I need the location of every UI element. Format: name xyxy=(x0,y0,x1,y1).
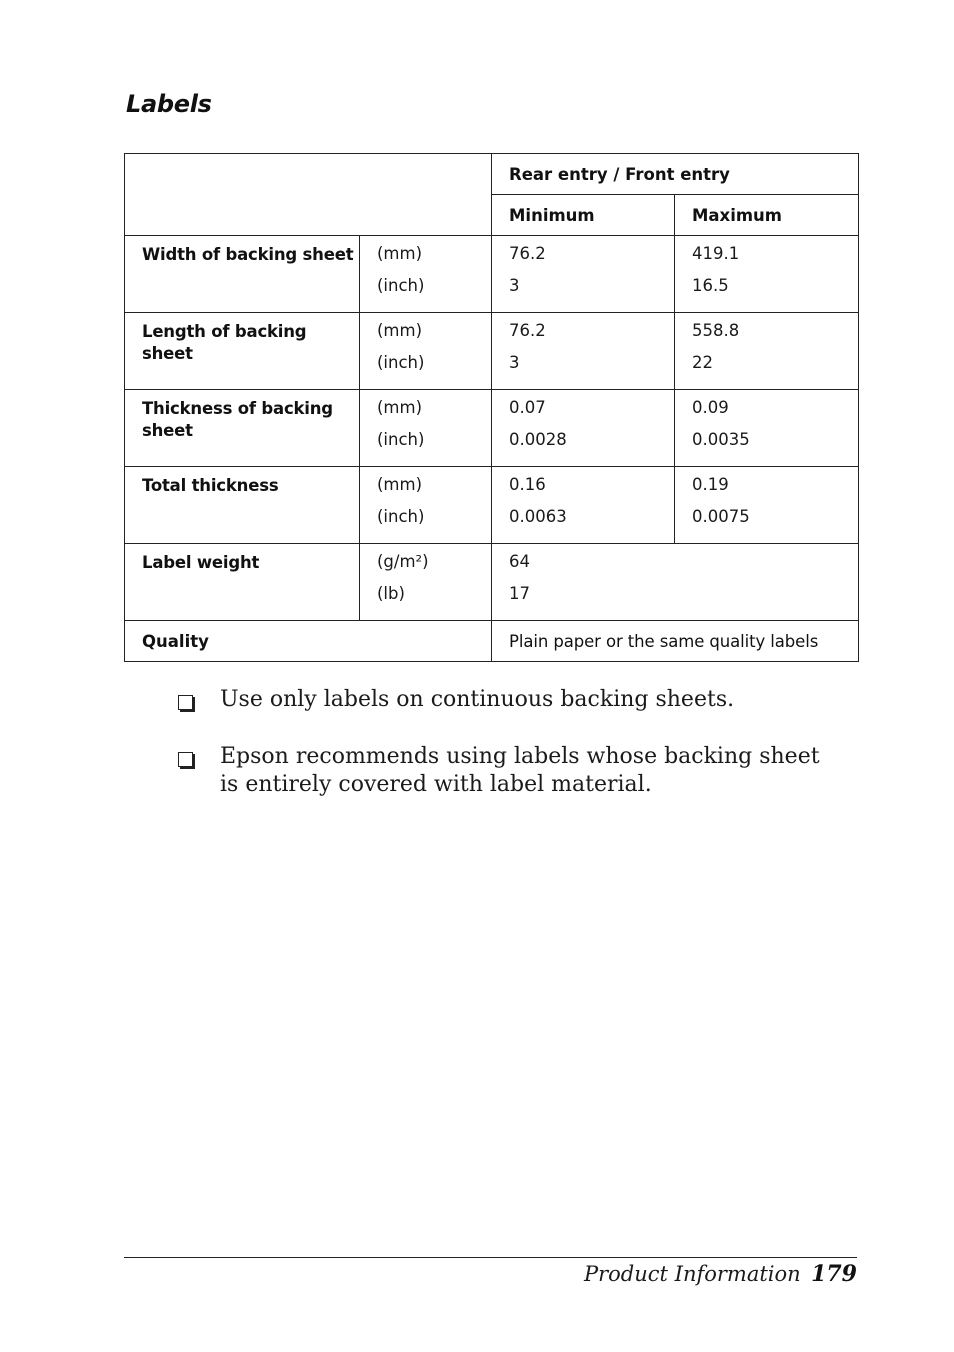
min-cell: 3 xyxy=(492,351,675,390)
min-cell: 76.2 xyxy=(492,313,675,351)
table-row xyxy=(125,236,859,274)
unit-cell: (inch) xyxy=(360,505,492,544)
header-maximum: Maximum xyxy=(675,195,859,236)
max-cell: 16.5 xyxy=(675,274,859,313)
table-row xyxy=(125,621,859,662)
max-cell: 0.0035 xyxy=(675,428,859,467)
max-cell: 0.09 xyxy=(675,390,859,428)
label-spec-table xyxy=(124,153,859,662)
min-cell: 76.2 xyxy=(492,236,675,274)
unit-cell: (inch) xyxy=(360,428,492,467)
row-label: Width of backing sheet xyxy=(125,236,360,313)
footer-section-title: Product Information xyxy=(584,1262,801,1286)
unit-cell: (mm) xyxy=(360,236,492,274)
max-cell: 419.1 xyxy=(675,236,859,274)
unit-cell: (mm) xyxy=(360,313,492,351)
min-cell: 0.16 xyxy=(492,467,675,505)
table-row xyxy=(125,390,859,428)
min-cell: 0.0063 xyxy=(492,505,675,544)
weight-value-cell: 17 xyxy=(492,582,859,621)
min-cell: 0.07 xyxy=(492,390,675,428)
header-entry-group: Rear entry / Front entry xyxy=(492,154,859,195)
bullet-text: Epson recommends using labels whose backing sheet is entirely covered with label material. xyxy=(220,744,820,797)
quality-value-cell: Plain paper or the same quality labels xyxy=(492,621,859,662)
row-label: Label weight xyxy=(125,544,360,621)
unit-cell: (mm) xyxy=(360,467,492,505)
max-cell: 0.0075 xyxy=(675,505,859,544)
table-row xyxy=(125,544,859,582)
page-number: 179 xyxy=(811,1261,857,1287)
row-label: Quality xyxy=(125,621,492,662)
footer-divider xyxy=(124,1257,857,1258)
header-blank-cell xyxy=(125,154,492,236)
unit-cell: (mm) xyxy=(360,390,492,428)
row-label: Length of backing sheet xyxy=(125,313,360,390)
table-row xyxy=(125,313,859,351)
header-minimum: Minimum xyxy=(492,195,675,236)
bullet-text: Use only labels on continuous backing sheets. xyxy=(220,687,735,712)
section-heading: Labels xyxy=(126,90,212,118)
table-row xyxy=(125,467,859,505)
unit-cell: (inch) xyxy=(360,274,492,313)
row-label: Thickness of backing sheet xyxy=(125,390,360,467)
unit-cell: (g/m²) xyxy=(360,544,492,582)
min-cell: 0.0028 xyxy=(492,428,675,467)
bullet-list xyxy=(178,686,838,828)
row-label: Total thickness xyxy=(125,467,360,544)
checkbox-bullet-icon xyxy=(178,752,193,767)
table-header-row xyxy=(125,154,859,195)
unit-cell: (lb) xyxy=(360,582,492,621)
checkbox-bullet-icon xyxy=(178,695,193,710)
unit-cell: (inch) xyxy=(360,351,492,390)
weight-value-cell: 64 xyxy=(492,544,859,582)
max-cell: 0.19 xyxy=(675,467,859,505)
list-item xyxy=(178,743,838,799)
min-cell: 3 xyxy=(492,274,675,313)
max-cell: 22 xyxy=(675,351,859,390)
max-cell: 558.8 xyxy=(675,313,859,351)
list-item xyxy=(178,686,838,714)
